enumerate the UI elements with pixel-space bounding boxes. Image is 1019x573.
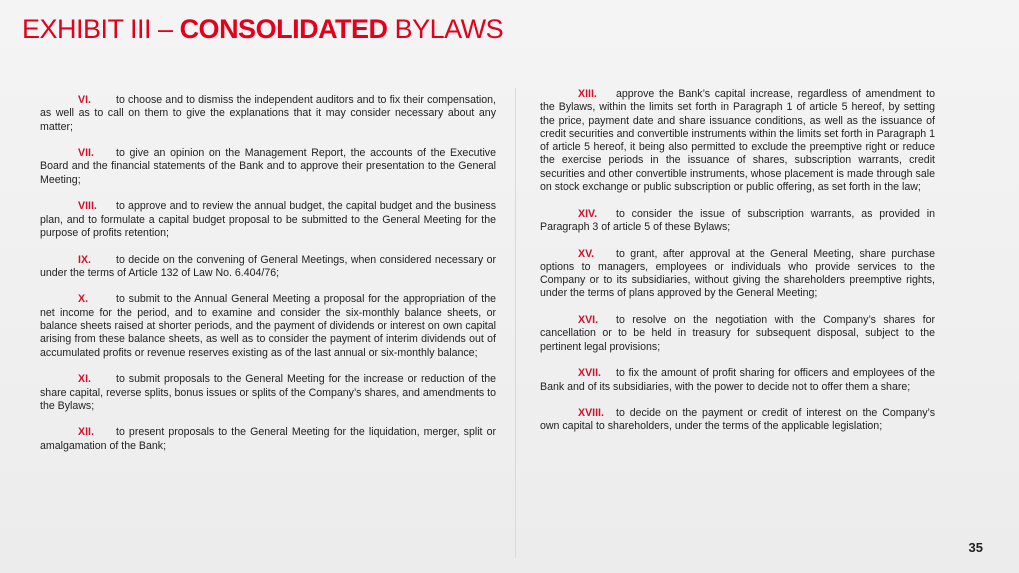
item-numeral: VII.	[78, 147, 94, 160]
bylaw-item-xi	[40, 373, 496, 413]
item-numeral: X.	[78, 293, 89, 306]
item-text: to submit proposals to the General Meeting for the increase or reduction of the share capital, reverse splits, bonus issues or splits of the Company’s shares, and amendments to the Bylaws;	[40, 373, 496, 412]
item-text: to approve and to review the annual budget, the capital budget and the business plan, and to formulate a capital budget proposal to be submitted to the General Meeting for the purpose of profits retention;	[40, 200, 496, 239]
bylaw-item-xiv	[540, 208, 935, 235]
item-text: approve the Bank’s capital increase, regardless of amendment to the Bylaws, within the limits set forth in Paragraph 1 of article 5 hereof, by setting the price, payment date and share issuance conditions, as well as the issuance of credit securities and convertible instruments within the limits set forth in Paragraph 1 of article 5 hereof, it being also permitted to exclude the preemptive right or reduce the exercise periods in the issuance of shares, subscription warrants, credit securities and other convertible instruments, whose placement is made through sale on stock exchange or public subscription or public offering, as set forth in the law;	[540, 88, 935, 194]
item-numeral: XVII.	[578, 367, 601, 380]
item-text: to choose and to dismiss the independent auditors and to fix their compensation, as well as to call on them to give the explanations that it may consider necessary about any matter;	[40, 94, 496, 133]
bylaw-item-vii	[40, 147, 496, 187]
item-numeral: XII.	[78, 426, 94, 439]
page-title	[22, 14, 503, 45]
item-text: to consider the issue of subscription warrants, as provided in Paragraph 3 of article 5 of these Bylaws;	[540, 207, 935, 233]
bylaw-item-xvi	[540, 314, 935, 354]
item-numeral: XVI.	[578, 314, 599, 327]
item-text: to present proposals to the General Meeting for the liquidation, merger, split or amalgamation of the Bank;	[40, 426, 496, 452]
item-text: to grant, after approval at the General Meeting, share purchase options to managers, employees or individuals who provide services to the Company or to its subsidiaries, without giving the shareholders preemptive rights, under the terms of plans approved by the General Meeting;	[540, 247, 935, 300]
bylaw-item-xviii	[540, 407, 935, 434]
item-text: to decide on the payment or credit of interest on the Company’s own capital to shareholders, under the terms of the applicable legislation;	[540, 407, 935, 433]
item-numeral: XIV.	[578, 207, 598, 220]
item-numeral: XVIII.	[578, 407, 604, 420]
item-text: to submit to the Annual General Meeting a proposal for the appropriation of the net income for the period, and to examine and consider the six-monthly balance sheets, or balance sheets raised at shorter periods, and the payment of dividends or interest on own capital arising from these balance sheets, as well as to consider the payment of interim dividends out of accumulated profits or revenue reserves existing as of the last annual or six-monthly balance;	[40, 293, 496, 359]
bylaw-item-xiii	[540, 88, 935, 194]
item-numeral: IX.	[78, 253, 91, 266]
bylaw-item-x	[40, 293, 496, 359]
item-text: to give an opinion on the Management Report, the accounts of the Executive Board and the financial statements of the Bank and to approve their presentation to the General Meeting;	[40, 147, 496, 186]
left-column	[40, 94, 496, 466]
bylaw-item-xv	[540, 248, 935, 301]
item-text: to decide on the convening of General Meetings, when considered necessary or under the terms of Article 132 of Law No. 6.404/76;	[40, 253, 496, 279]
bylaw-item-vi	[40, 94, 496, 134]
bylaw-item-viii	[40, 200, 496, 240]
bylaw-item-xvii	[540, 367, 935, 394]
title-prefix: EXHIBIT III –	[22, 14, 180, 44]
title-suffix: BYLAWS	[387, 14, 504, 44]
item-text: to fix the amount of profit sharing for officers and employees of the Bank and of its subsidiaries, with the power to decide not to offer them a share;	[540, 367, 935, 393]
right-column	[540, 88, 935, 447]
item-numeral: XI.	[78, 373, 91, 386]
item-numeral: VI.	[78, 94, 91, 106]
bylaw-item-ix	[40, 254, 496, 281]
bylaw-item-xii	[40, 426, 496, 453]
column-divider	[515, 88, 516, 558]
item-text: to resolve on the negotiation with the Company’s shares for cancellation or to be held in treasury for subsequent disposal, subject to the pertinent legal provisions;	[540, 314, 935, 353]
item-numeral: XIII.	[578, 88, 597, 100]
item-numeral: XV.	[578, 247, 595, 260]
item-numeral: VIII.	[78, 200, 97, 213]
page-number: 35	[968, 540, 983, 555]
title-bold: CONSOLIDATED	[179, 14, 388, 44]
